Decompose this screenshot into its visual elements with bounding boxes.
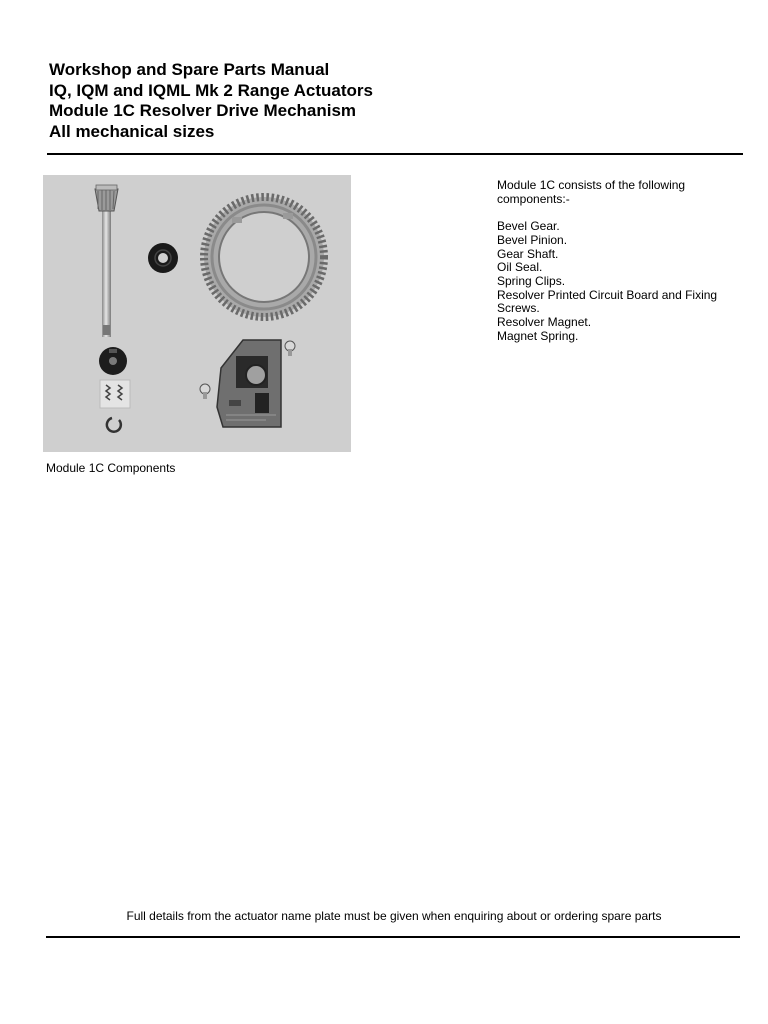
title-line-module: Module 1C Resolver Drive Mechanism bbox=[49, 101, 357, 120]
components-intro: Module 1C consists of the following components:- bbox=[497, 178, 686, 206]
list-item: Resolver Printed Circuit Board and Fixing Screws. bbox=[497, 287, 718, 316]
fixing-screw-part bbox=[200, 384, 210, 399]
title-line-range: IQ, IQM and IQML Mk 2 Range Actuators bbox=[49, 80, 373, 100]
title-line-sizes: All mechanical sizes bbox=[49, 121, 215, 141]
list-item: Magnet Spring. bbox=[497, 328, 579, 343]
document-title bbox=[49, 60, 729, 142]
magnet-spring-part bbox=[100, 380, 130, 408]
header-divider bbox=[47, 153, 743, 155]
list-item: Spring Clips. bbox=[497, 273, 566, 288]
bevel-gear-part bbox=[204, 197, 324, 317]
spring-clip-part bbox=[107, 418, 121, 432]
list-item: Gear Shaft. bbox=[497, 246, 559, 261]
components-description bbox=[497, 179, 747, 343]
components-photo bbox=[43, 175, 351, 452]
list-item: Bevel Pinion. bbox=[497, 232, 568, 247]
resolver-magnet-part bbox=[99, 347, 127, 375]
footer-note: Full details from the actuator name plate must be given when enquiring about or ordering spare parts bbox=[126, 909, 662, 923]
oil-seal-part bbox=[148, 243, 178, 273]
list-item: Resolver Magnet. bbox=[497, 315, 592, 330]
list-item: Bevel Gear. bbox=[497, 219, 560, 234]
list-item: Oil Seal. bbox=[497, 260, 543, 275]
fixing-screw-part bbox=[285, 341, 295, 356]
footer-divider bbox=[46, 936, 740, 938]
figure-caption: Module 1C Components bbox=[46, 461, 176, 475]
resolver-pcb-part bbox=[217, 340, 281, 427]
gear-shaft-part bbox=[95, 185, 118, 337]
components-list bbox=[497, 220, 747, 343]
title-line-manual: Workshop and Spare Parts Manual bbox=[49, 60, 330, 79]
